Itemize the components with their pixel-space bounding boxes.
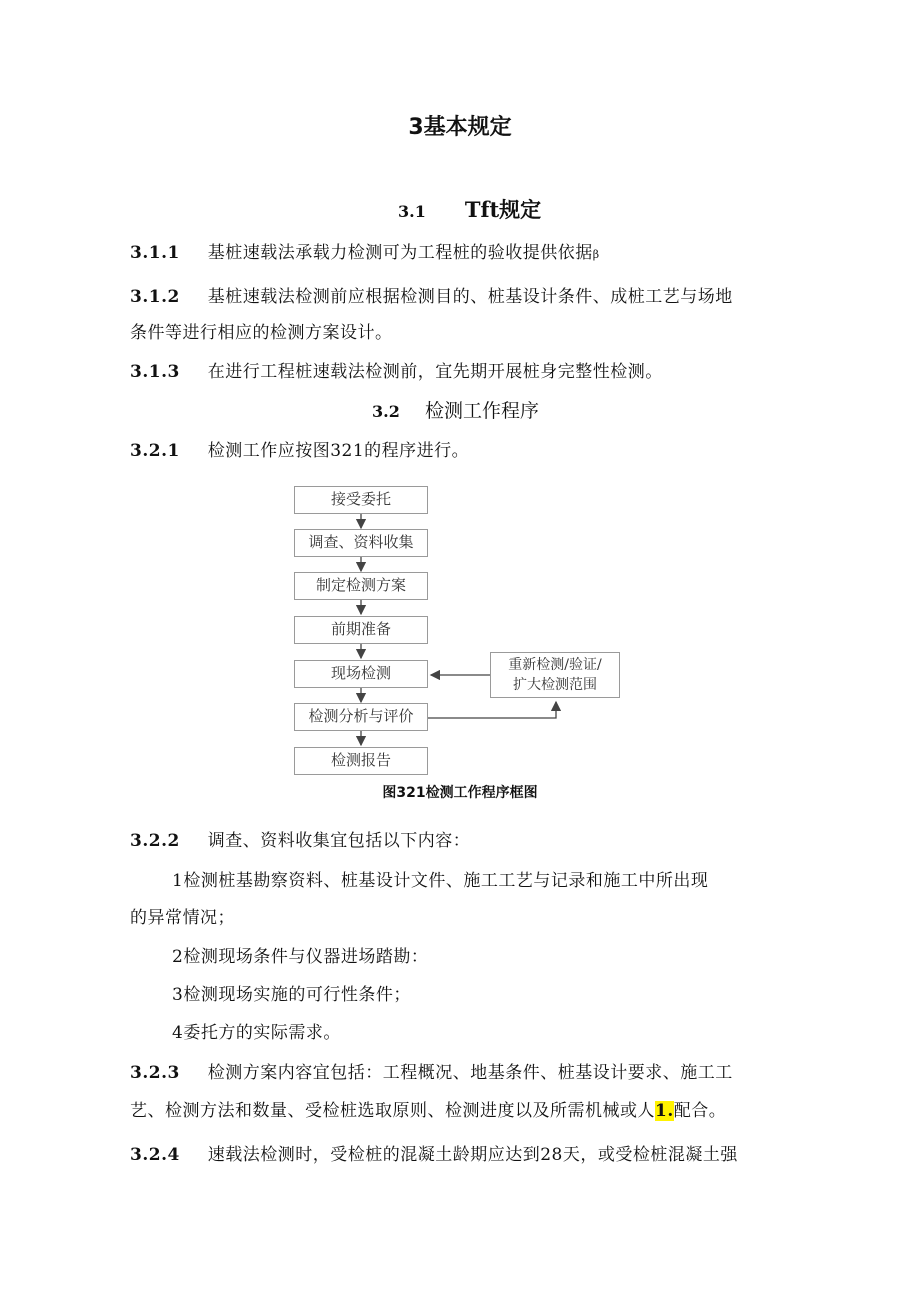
side-line1: 重新检测/验证/ [508,657,602,673]
flow-step-report: 检测报告 [294,747,428,775]
figure-caption: 图321检测工作程序框图 [382,785,538,801]
clause-text: 在进行工程桩速载法检测前，宜先期开展桩身完整性检测。 [207,362,663,382]
clause-text: 艺、检测方法和数量、受检桩选取原则、检测进度以及所需机械或人 [130,1101,655,1121]
clause-number: 3.2.4 [130,1145,180,1165]
clause-3-2-4 [130,1140,738,1165]
clause-number: 3.2.1 [130,441,180,461]
flow-step-analysis: 检测分析与评价 [294,703,428,731]
side-line2: 扩大检测范围 [513,677,597,693]
section-number: 3.1 [398,202,426,221]
clause-3-2-3-line2 [130,1096,726,1121]
list-item-1-line2: 的异常情况； [130,908,235,928]
clause-text: 速载法检测时，受检桩的混凝土龄期应达到28天，或受检桩混凝土强 [207,1145,738,1165]
flow-step-accept: 接受委托 [294,486,428,514]
flow-step-survey: 调查、资料收集 [294,529,428,557]
clause-3-1-2-line2: 条件等进行相应的检测方案设计。 [130,323,393,343]
clause-text: 检测方案内容宜包括：工程概况、地基条件、桩基设计要求、施工工 [207,1063,733,1083]
flow-step-plan: 制定检测方案 [294,572,428,600]
clause-text: 调查、资料收集宜包括以下内容： [207,831,471,851]
list-item-2: 2检测现场条件与仪器进场踏勘： [172,947,429,967]
clause-text: 基桩速载法承载力检测可为工程桩的验收提供依据 [207,243,593,263]
feedback-arrow-up [428,702,556,718]
clause-text: 检测工作应按图321的程序进行。 [207,441,470,461]
clause-text-end: 配合。 [673,1101,727,1121]
clause-number: 3.2.2 [130,831,180,851]
list-item-3: 3检测现场实施的可行性条件； [172,985,411,1005]
clause-number: 3.1.1 [130,243,180,263]
clause-number: 3.1.2 [130,287,180,307]
clause-text: 基桩速载法检测前应根据检测目的、桩基设计条件、成桩工艺与场地 [207,287,733,307]
list-item-4: 4委托方的实际需求。 [172,1023,341,1043]
highlighted-text: 1. [655,1101,674,1121]
clause-number: 3.2.3 [130,1063,180,1083]
chapter-title: 3基本规定 [408,115,512,140]
clause-3-2-2 [130,826,470,851]
clause-number: 3.1.3 [130,362,180,382]
flow-side-retest [490,652,620,698]
list-item-1-line1: 1检测桩基勘察资料、桩基设计文件、施工工艺与记录和施工中所出现 [172,871,709,891]
section-title: 检测工作程序 [424,400,539,422]
flow-step-prepare: 前期准备 [294,616,428,644]
clause-tail: β [592,248,600,261]
flow-step-onsite: 现场检测 [294,660,428,688]
section-title: Tft规定 [464,197,542,222]
clause-3-2-3-line1 [130,1058,733,1083]
section-number: 3.2 [372,402,400,421]
